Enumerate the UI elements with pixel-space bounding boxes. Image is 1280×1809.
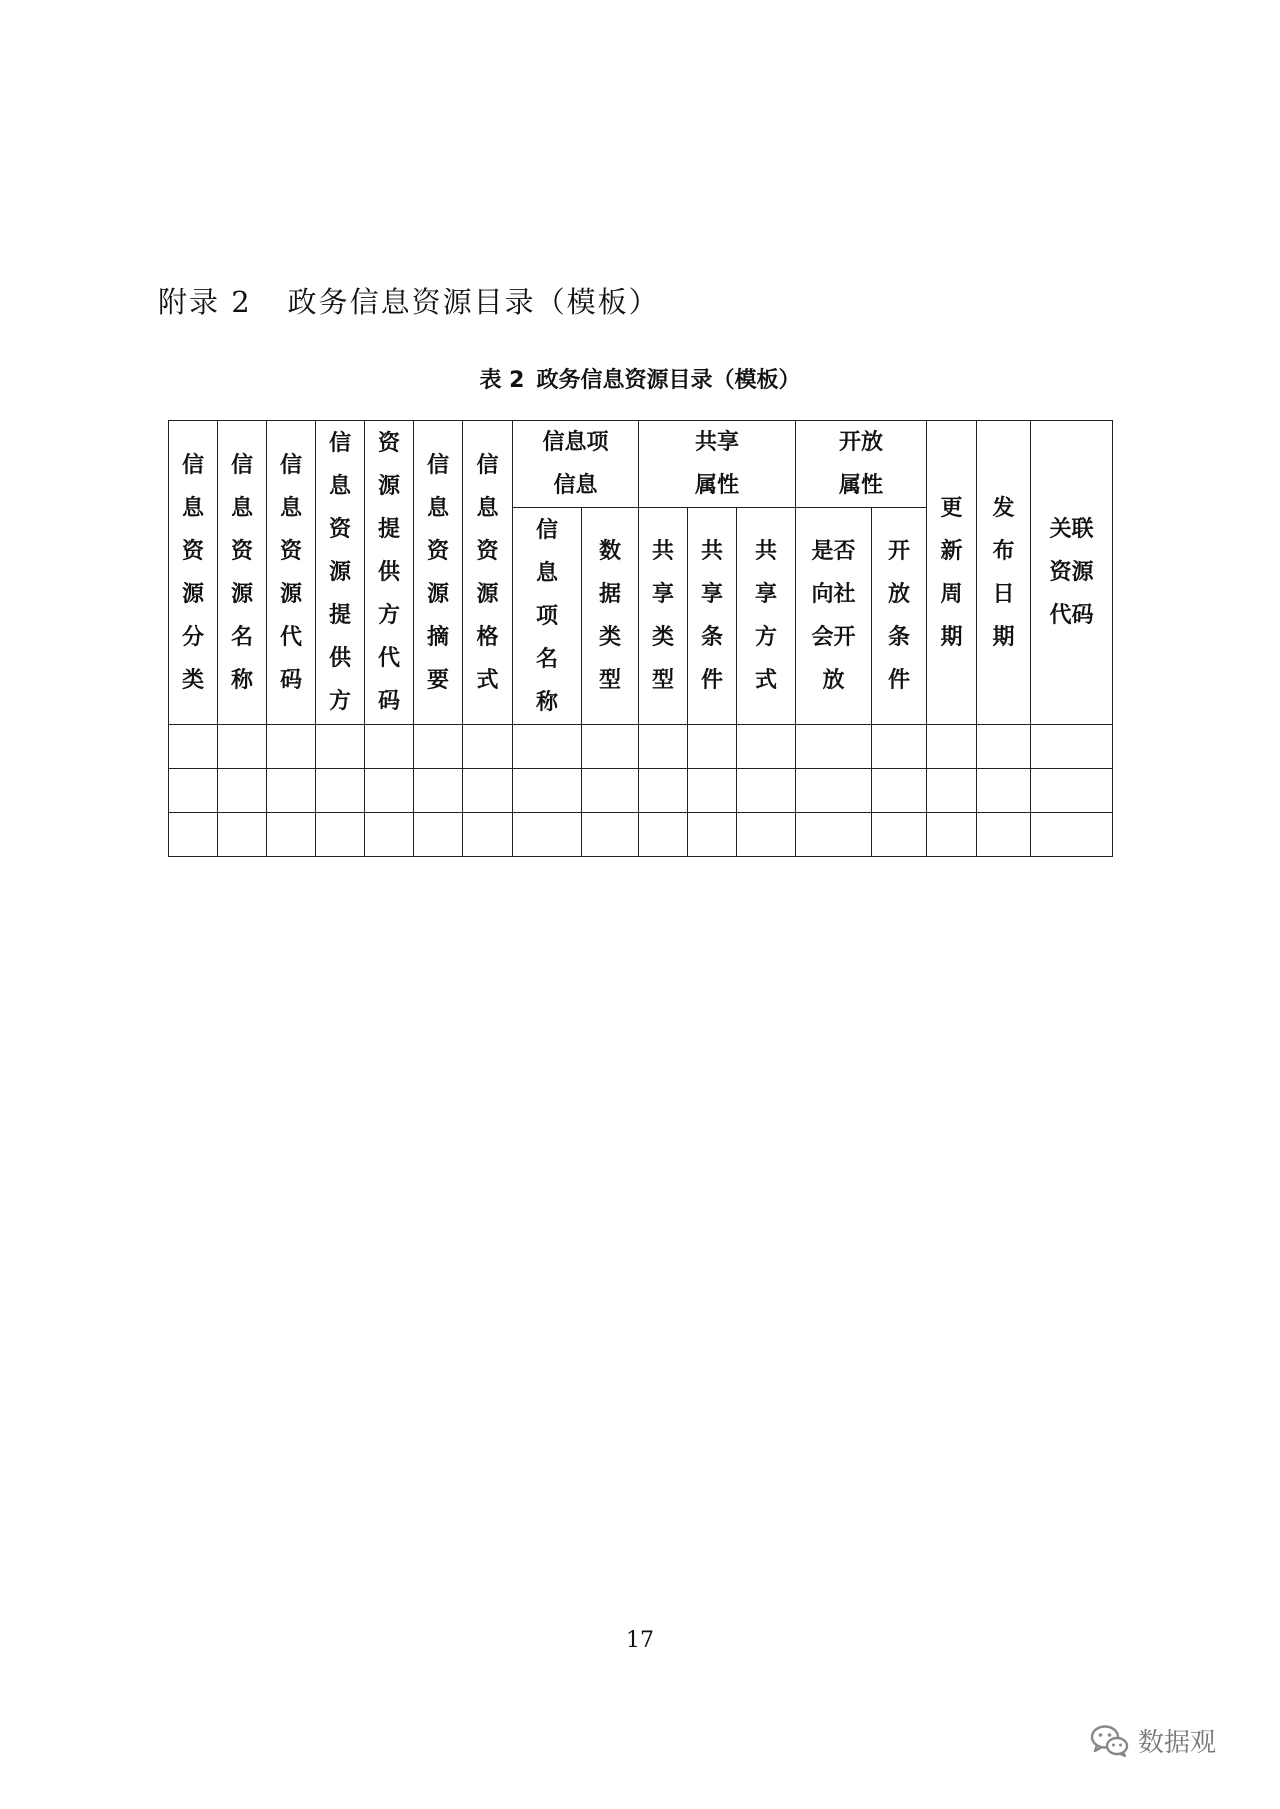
table-cell	[267, 813, 316, 857]
col-header-resource-category: 信息资源分类	[169, 421, 218, 725]
col-header-sharing-condition: 共享条件	[688, 508, 737, 725]
group-header-sharing-attributes: 共享属性	[639, 421, 796, 508]
appendix-label: 附录 2	[158, 285, 252, 319]
col-header-open-condition: 开放条件	[872, 508, 927, 725]
table-cell	[414, 769, 463, 813]
page-number: 17	[626, 1628, 654, 1653]
table-cell	[169, 769, 218, 813]
table-caption-label: 表 2	[479, 368, 525, 393]
table-cell	[582, 813, 639, 857]
table-cell	[737, 725, 796, 769]
table-row	[169, 725, 1113, 769]
table-cell	[316, 769, 365, 813]
table-header-row	[169, 421, 1113, 508]
table-cell	[977, 725, 1031, 769]
col-header-resource-summary: 信息资源摘要	[414, 421, 463, 725]
col-header-provider-code: 资源提供方代码	[365, 421, 414, 725]
col-header-resource-provider: 信息资源提供方	[316, 421, 365, 725]
table-cell	[463, 813, 513, 857]
table-cell	[796, 769, 872, 813]
table-cell	[365, 769, 414, 813]
table-cell	[796, 813, 872, 857]
col-header-sharing-type: 共享类型	[639, 508, 688, 725]
table-cell	[169, 725, 218, 769]
col-header-update-cycle: 更新周期	[927, 421, 977, 725]
watermark	[1090, 1722, 1216, 1759]
col-header-resource-format: 信息资源格式	[463, 421, 513, 725]
table-cell	[796, 725, 872, 769]
table-cell	[365, 725, 414, 769]
col-header-resource-name: 信息资源名称	[218, 421, 267, 725]
table-cell	[688, 725, 737, 769]
col-header-data-type: 数据类型	[582, 508, 639, 725]
table-cell	[927, 813, 977, 857]
col-header-related-resource-code: 关联资源代码	[1031, 421, 1113, 725]
table-cell	[513, 813, 582, 857]
table-cell	[977, 813, 1031, 857]
table-row	[169, 813, 1113, 857]
table-cell	[639, 725, 688, 769]
col-header-resource-code: 信息资源代码	[267, 421, 316, 725]
table-cell	[977, 769, 1031, 813]
table-cell	[639, 813, 688, 857]
col-header-sharing-method: 共享方式	[737, 508, 796, 725]
col-header-item-name: 信息项名称	[513, 508, 582, 725]
table-cell	[414, 813, 463, 857]
table-cell	[218, 813, 267, 857]
table-cell	[872, 725, 927, 769]
table-cell	[463, 769, 513, 813]
col-header-publish-date: 发布日期	[977, 421, 1031, 725]
table-cell	[582, 769, 639, 813]
table-cell	[872, 769, 927, 813]
table-caption-title: 政务信息资源目录（模板）	[536, 368, 801, 393]
table-cell	[316, 813, 365, 857]
group-header-open-attributes: 开放属性	[796, 421, 927, 508]
table-cell	[737, 769, 796, 813]
table-cell	[218, 769, 267, 813]
table-cell	[1031, 813, 1113, 857]
table-cell	[927, 725, 977, 769]
appendix-heading	[158, 280, 660, 321]
table-cell	[513, 769, 582, 813]
table-cell	[513, 725, 582, 769]
table-cell	[365, 813, 414, 857]
table-cell	[639, 769, 688, 813]
group-header-item-info: 信息项信息	[513, 421, 639, 508]
table-cell	[463, 725, 513, 769]
table-cell	[927, 769, 977, 813]
table-row	[169, 769, 1113, 813]
table-cell	[688, 769, 737, 813]
table-cell	[1031, 769, 1113, 813]
watermark-text: 数据观	[1138, 1728, 1217, 1758]
appendix-title: 政务信息资源目录（模板）	[287, 285, 660, 319]
table-cell	[316, 725, 365, 769]
table-cell	[218, 725, 267, 769]
table-body	[169, 725, 1113, 857]
table-cell	[1031, 725, 1113, 769]
table-cell	[688, 813, 737, 857]
table-cell	[872, 813, 927, 857]
table-cell	[169, 813, 218, 857]
table-cell	[267, 769, 316, 813]
col-header-open-to-public: 是否向社会开放	[796, 508, 872, 725]
wechat-icon	[1090, 1724, 1130, 1758]
catalog-template-table	[168, 420, 1113, 857]
table-caption	[0, 363, 1280, 394]
table-cell	[267, 725, 316, 769]
table-cell	[737, 813, 796, 857]
table-cell	[582, 725, 639, 769]
table-cell	[414, 725, 463, 769]
